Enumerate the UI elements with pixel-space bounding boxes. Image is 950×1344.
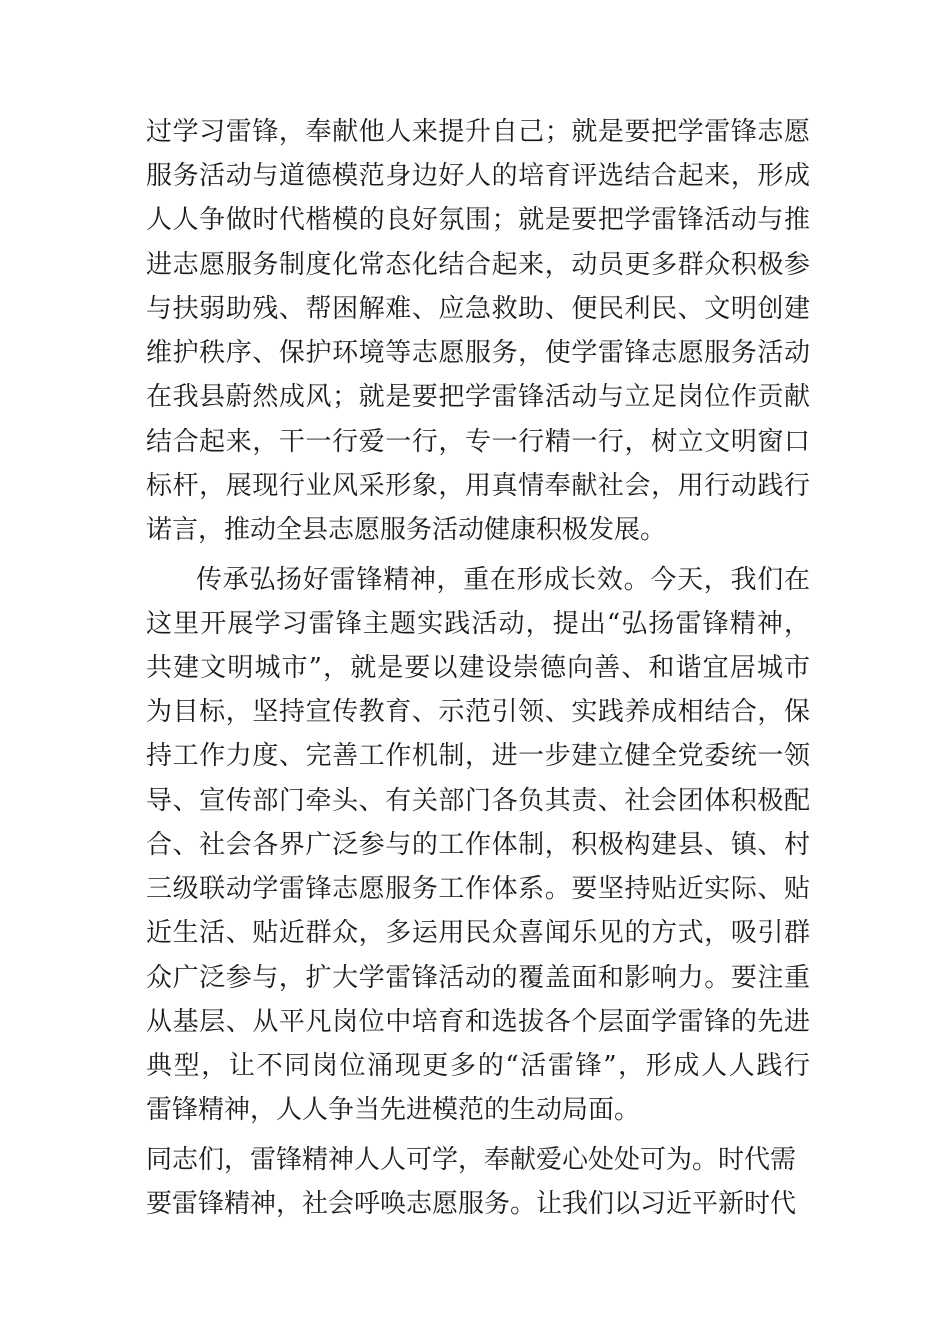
- text-line: 同志们，雷锋精神人人可学，奉献爱心处处可为。时代需: [146, 1145, 797, 1175]
- text-line: 这里开展学习雷锋主题实践活动，提出“弘扬雷锋精神，: [146, 609, 810, 639]
- text-line: 人人争做时代楷模的良好氛围；就是要把学雷锋活动与推: [146, 205, 810, 235]
- text-line: 服务活动与道德模范身边好人的培育评选结合起来，形成: [146, 161, 810, 191]
- text-line: 要雷锋精神，社会呼唤志愿服务。让我们以习近平新时代: [146, 1189, 797, 1219]
- text-line: 与扶弱助残、帮困解难、应急救助、便民利民、文明创建: [146, 294, 810, 324]
- text-line: 结合起来，干一行爱一行，专一行精一行，树立文明窗口: [146, 427, 810, 457]
- text-line: 雷锋精神，人人争当先进模范的生动局面。: [146, 1095, 641, 1125]
- text-line: 典型，让不同岗位涌现更多的“活雷锋”，形成人人践行: [146, 1051, 810, 1081]
- text-line: 三级联动学雷锋志愿服务工作体系。要坚持贴近实际、贴: [146, 874, 810, 904]
- text-line: 近生活、贴近群众，多运用民众喜闻乐见的方式，吸引群: [146, 918, 810, 948]
- text-line: 共建文明城市”，就是要以建设崇德向善、和谐宜居城市: [146, 653, 810, 683]
- text-line: 众广泛参与，扩大学雷锋活动的覆盖面和影响力。要注重: [146, 963, 810, 993]
- text-line: 诺言，推动全县志愿服务活动健康积极发展。: [146, 515, 667, 545]
- text-line: 维护秩序、保护环境等志愿服务，使学雷锋志愿服务活动: [146, 338, 810, 368]
- text-line: 从基层、从平凡岗位中培育和选拔各个层面学雷锋的先进: [146, 1007, 810, 1037]
- text-line: 传承弘扬好雷锋精神，重在形成长效。今天，我们在: [196, 565, 810, 595]
- text-line: 合、社会各界广泛参与的工作体制，积极构建县、镇、村: [146, 830, 810, 860]
- text-line: 进志愿服务制度化常态化结合起来，动员更多群众积极参: [146, 250, 810, 280]
- text-line: 导、宣传部门牵头、有关部门各负其责、社会团体积极配: [146, 786, 810, 816]
- text-line: 标杆，展现行业风采形象，用真情奉献社会，用行动践行: [146, 471, 810, 501]
- text-line: 为目标，坚持宣传教育、示范引领、实践养成相结合，保: [146, 697, 810, 727]
- text-line: 持工作力度、完善工作机制，进一步建立健全党委统一领: [146, 741, 810, 771]
- text-line: 过学习雷锋，奉献他人来提升自己；就是要把学雷锋志愿: [146, 117, 810, 147]
- text-line: 在我县蔚然成风；就是要把学雷锋活动与立足岗位作贡献: [146, 382, 810, 412]
